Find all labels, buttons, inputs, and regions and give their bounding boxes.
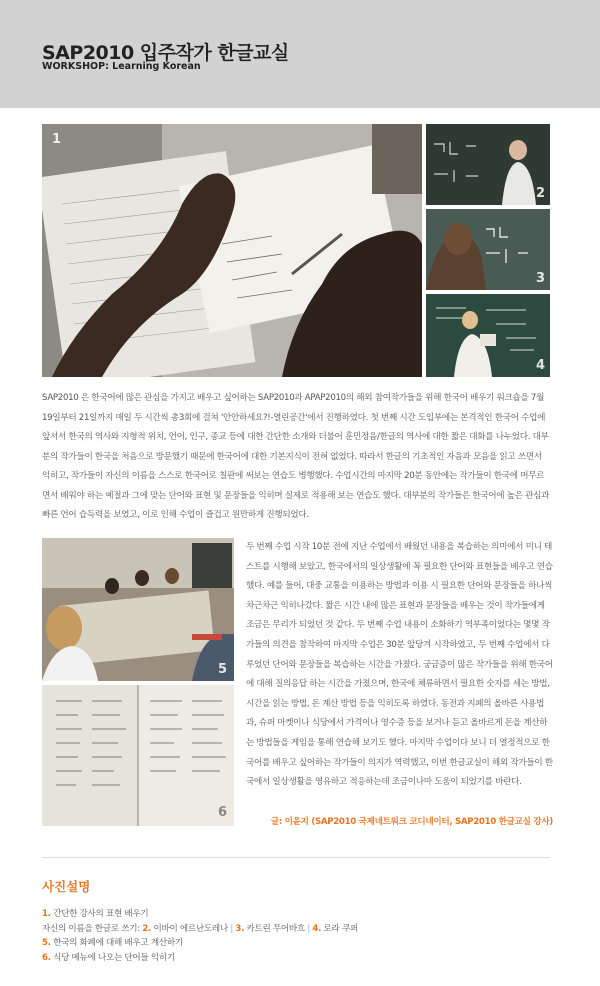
section-divider — [42, 857, 550, 858]
photo-5-classroom — [42, 538, 234, 681]
caption-number: 4. — [312, 923, 322, 934]
photo-4-teacher — [426, 294, 550, 377]
caption-number: 6. — [42, 952, 51, 963]
caption-number: 3. — [235, 923, 245, 934]
photo-captions — [42, 907, 552, 965]
captions-title: 사진설명 — [42, 879, 91, 894]
caption-separator: | — [230, 923, 233, 934]
caption-line-2 — [42, 922, 552, 937]
photo-2-blackboard — [426, 124, 550, 205]
photo-number: 4 — [536, 358, 546, 373]
photo-1-writing-notebook — [42, 124, 422, 377]
caption-text: 간단한 강사의 표현 배우기 — [53, 909, 149, 919]
caption-text: 식당 메뉴에 나오는 단어들 익히기 — [53, 952, 175, 963]
second-paragraph: 두 번째 수업 시작 10분 전에 지난 수업에서 배웠던 내용을 복습하는 의미에서 미니 테스트를 시행해 보았고, 한국에서의 일상생활에 꼭 필요한 단어와 표현들을 배우고 연습했다. 예를 들어, 대중 교통을 이용하는 방법과 이용 시 필요한 단어와 문장들을 하나씩 차근차근 익히나갔다. 짧은 시간 내에 많은 표현과 문장들을 배우는 것이 작가들에게 조금은 무리가 되었던 것 같다. 두 번째 수업 내용이 소화하기 역부족이었다는 몇몇 작가들의 의견을 참작하여 마지막 수업은 30분 앞당겨 시작하였고, 두 번째 수업에서 다루었던 단어와 문장들을 복습하는 시간을 가졌다. 궁금증이 많은 작가들을 위해 한국어에 대해 질의응답 하는 시간을 가졌으며, 한국에 체류하면서 필요한 숫자를 세는 방법, 시간을 읽는 방법, 돈 계산 방법 등을 익히도록 하였다. 동전과 지폐의 올바른 사용법과, 슈퍼 마켓이나 식당에서 가격이나 영수증 등을 보거나 듣고 올바르게 돈을 계산하는 방법들을 게임을 통해 연습해 보기도 했다. 마지막 수업이다 보니 더 열정적으로 한국어를 배우고 싶어하는 작가들이 의지가 역력했고, 이번 한글교실이 해외 작가들이 한국에서 일상생활을 영유하고 적응하는데 조금이나마 도움이 되었기를 바란다. — [246, 542, 553, 788]
photo-3-board-writing — [426, 209, 550, 290]
caption-line-4 — [42, 951, 552, 966]
photo-number: 6 — [218, 805, 228, 820]
intro-paragraph: SAP2010 은 한국어에 많은 관심을 가지고 배우고 싶어하는 SAP2010과 APAP2010의 해외 참여작가들을 위해 한국어 배우기 워크숍을 7월 19일부터 21일까지 매일 두 시간씩 총3회에 걸쳐 '안안하세요?!-열린공간'에서 진행하였다. 첫 번째 시간 도입부에는 본격적인 한국어 수업에 앞서서 한국의 역사와 지형적 위치, 언어, 인구, 종교 등에 대한 간단한 소개와 더불어 훈민정음/한글의 역사에 대한 짧은 대화를 나누었다. 대부분의 작가들이 한국을 처음으로 방문했기 때문에 한국어에 대한 기본지식이 전혀 없었다. 따라서 한글의 기초적인 자음과 모음을 읽고 쓰면서 익히고, 작가들이 자신의 이름을 스스로 한국어로 칠판에 써보는 연습도 병행했다. 수업시간의 마지막 20분 동안에는 작가들이 한국에 머무르면서 배워야 하는 예절과 그에 맞는 단어와 표현 및 문장들을 익히며 실제로 적용해 보는 연습도 했다. 대부분의 작가들은 한국어에 높은 관심과 빠른 언어 습득력을 보였고, 이로 인해 수업이 즐겁고 원만하게 진행되었다. — [42, 393, 550, 520]
caption-prefix: 자신의 이름을 한글로 쓰기: — [42, 923, 140, 934]
caption-number: 5. — [42, 938, 51, 948]
caption-text: 카트린 무어바흐 — [246, 923, 305, 934]
caption-line-1 — [42, 907, 552, 922]
caption-text: 로라 쿠퍼 — [323, 923, 358, 934]
photo-number: 2 — [536, 186, 546, 201]
caption-separator: | — [307, 923, 310, 934]
page-subtitle: WORKSHOP: Learning Korean — [42, 61, 201, 72]
caption-number: 1. — [42, 909, 51, 919]
page-header — [0, 0, 600, 108]
photo-number: 3 — [536, 271, 546, 286]
caption-number: 2. — [142, 923, 152, 934]
photo-6-notebook — [42, 685, 234, 826]
caption-line-3 — [42, 936, 552, 951]
photo-number: 5 — [218, 662, 228, 677]
caption-text: 이바이 에르난도레나 — [153, 923, 228, 934]
photo-number: 1 — [52, 132, 62, 147]
author-credit: 글: 이윤지 (SAP2010 국제네트워크 코디네이터, SAP2010 한글교실 강사) — [270, 817, 553, 827]
page-title: SAP2010 입주작가 한글교실 — [42, 42, 289, 64]
caption-text: 한국의 화폐에 대해 배우고 계산하기 — [53, 938, 183, 948]
